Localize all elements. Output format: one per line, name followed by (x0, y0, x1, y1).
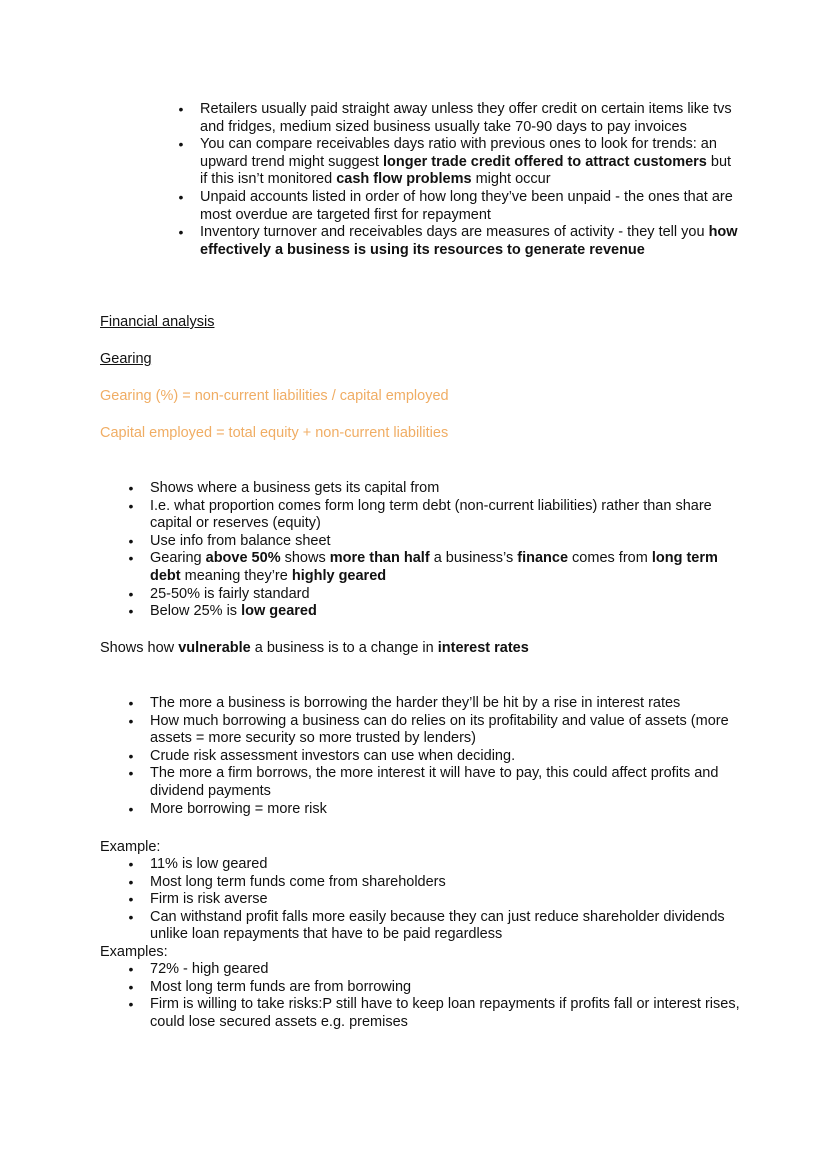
list-item (178, 188, 740, 224)
text-run: might occur (471, 171, 551, 188)
text-run: How much borrowing a business can do relies on its profitability and value of assets (more assets = more security so more trusted by lenders) (150, 712, 729, 747)
list-item (128, 961, 740, 979)
bold-text: longer trade credit offered to attract customers (382, 153, 707, 170)
text-run: Inventory turnover and receivables days are measures of activity - they tell you (200, 224, 709, 241)
text-run: I.e. what proportion comes form long term debt (non-current liabilities) rather than share capital or reserves (equity) (150, 497, 712, 532)
bullet-icon: • (128, 695, 134, 711)
bullet-icon: • (128, 712, 134, 729)
financial-analysis-heading: Financial analysis (100, 314, 215, 330)
list-item (178, 136, 740, 189)
text-run: Gearing (150, 550, 206, 567)
bullet-icon: • (128, 747, 134, 764)
bullet-icon: • (128, 497, 134, 514)
text-run: Most long term funds come from shareholders (150, 873, 446, 890)
bullet-icon: • (128, 765, 134, 782)
bullet-icon: • (178, 101, 184, 117)
text-run: The more a business is borrowing the harder they’ll be hit by a rise in interest rates (150, 695, 681, 711)
list-item (128, 856, 740, 874)
activity-bullet-list (178, 101, 740, 259)
examples-label: Examples: (100, 944, 168, 960)
gearing-heading: Gearing (100, 351, 152, 367)
text-run: Shows where a business gets its capital from (150, 480, 440, 496)
bullet-icon: • (128, 873, 134, 890)
bullet-icon: • (128, 978, 134, 995)
bold-text: above 50% (205, 550, 281, 567)
text-run: Most long term funds are from borrowing (150, 978, 412, 995)
text-run: Use info from balance sheet (150, 532, 331, 549)
list-item (128, 800, 740, 819)
text-run: a business is to a change in (250, 640, 438, 656)
text-run: You can compare receivables days ratio with previous ones to look for trends: an upward trend might suggest (200, 136, 717, 170)
bullet-icon: • (128, 603, 134, 620)
text-run: but if this isn’t monitored (200, 153, 732, 188)
text-run: Unpaid accounts listed in order of how long they’ve been unpaid - the ones that are most overdue are targeted first for repayment (200, 188, 733, 223)
text-run: 11% is low geared (150, 856, 268, 872)
text-run: More borrowing = more risk (150, 800, 327, 817)
bullet-icon: • (178, 136, 184, 153)
text-run: comes from (568, 550, 652, 567)
list-item (128, 978, 740, 997)
text-run: Can withstand profit falls more easily because they can just reduce shareholder dividends unlike loan repayments that have to be paid regardless (150, 908, 725, 943)
list-item (128, 747, 740, 766)
vulnerability-statement (100, 639, 529, 657)
bullet-icon: • (178, 188, 184, 205)
bullet-icon: • (128, 891, 134, 908)
bullet-icon: • (128, 532, 134, 549)
text-run: Shows how (100, 640, 179, 656)
list-item (128, 695, 740, 713)
bold-text: interest rates (437, 640, 529, 656)
example-label: Example: (100, 839, 161, 855)
bullet-icon: • (128, 800, 134, 817)
text-run: 25-50% is fairly standard (150, 585, 310, 602)
bullet-icon: • (178, 224, 184, 241)
bold-text: more than half (329, 550, 430, 567)
list-item (128, 532, 740, 551)
bold-text: long term debt (150, 550, 718, 584)
list-item (178, 101, 740, 136)
list-item (128, 712, 740, 748)
text-run: Firm is risk averse (150, 891, 268, 908)
bold-text: low geared (241, 603, 317, 620)
text-run: 72% - high geared (150, 961, 269, 977)
gearing-formula: Gearing (%) = non-current liabilities / capital employed (100, 388, 449, 404)
list-item (128, 891, 740, 909)
list-item (128, 603, 740, 621)
bold-text: vulnerable (178, 640, 251, 656)
list-item (128, 480, 740, 498)
list-item (128, 497, 740, 533)
bullet-icon: • (128, 856, 134, 872)
bullet-icon: • (128, 480, 134, 496)
list-item (128, 765, 740, 800)
bold-text: highly geared (291, 567, 387, 584)
bullet-icon: • (128, 996, 134, 1013)
list-item (128, 585, 740, 604)
list-item (128, 873, 740, 892)
bullet-icon: • (128, 585, 134, 602)
text-run: The more a firm borrows, the more interest it will have to pay, this could affect profits and dividend payments (150, 765, 719, 799)
bold-text: cash flow problems (336, 171, 472, 188)
text-run: Crude risk assessment investors can use when deciding. (150, 747, 516, 764)
list-item (128, 550, 740, 585)
bullet-icon: • (128, 961, 134, 977)
bold-text: how effectively a business is using its resources to generate revenue (200, 224, 738, 258)
gearing-bullet-list (128, 480, 740, 621)
interest-rate-bullet-list (128, 695, 740, 818)
text-run: Below 25% is (150, 603, 242, 620)
text-run: meaning they’re (180, 567, 292, 584)
list-item (128, 908, 740, 944)
list-item (128, 996, 740, 1031)
text-run: shows (280, 550, 330, 567)
examples-bullet-list (128, 961, 740, 1031)
text-run: Firm is willing to take risks:P still have to keep loan repayments if profits fall or interest rises, could lose secured assets e.g. premises (150, 996, 740, 1030)
capital-employed-formula: Capital employed = total equity + non-current liabilities (100, 425, 449, 441)
bullet-icon: • (128, 550, 134, 567)
bold-text: finance (517, 550, 569, 567)
text-run: Retailers usually paid straight away unless they offer credit on certain items like tvs and fridges, medium sized business usually take 70-90 days to pay invoices (200, 101, 732, 135)
list-item (178, 224, 740, 259)
example-bullet-list (128, 856, 740, 944)
text-run: a business’s (429, 550, 518, 567)
bullet-icon: • (128, 908, 134, 925)
